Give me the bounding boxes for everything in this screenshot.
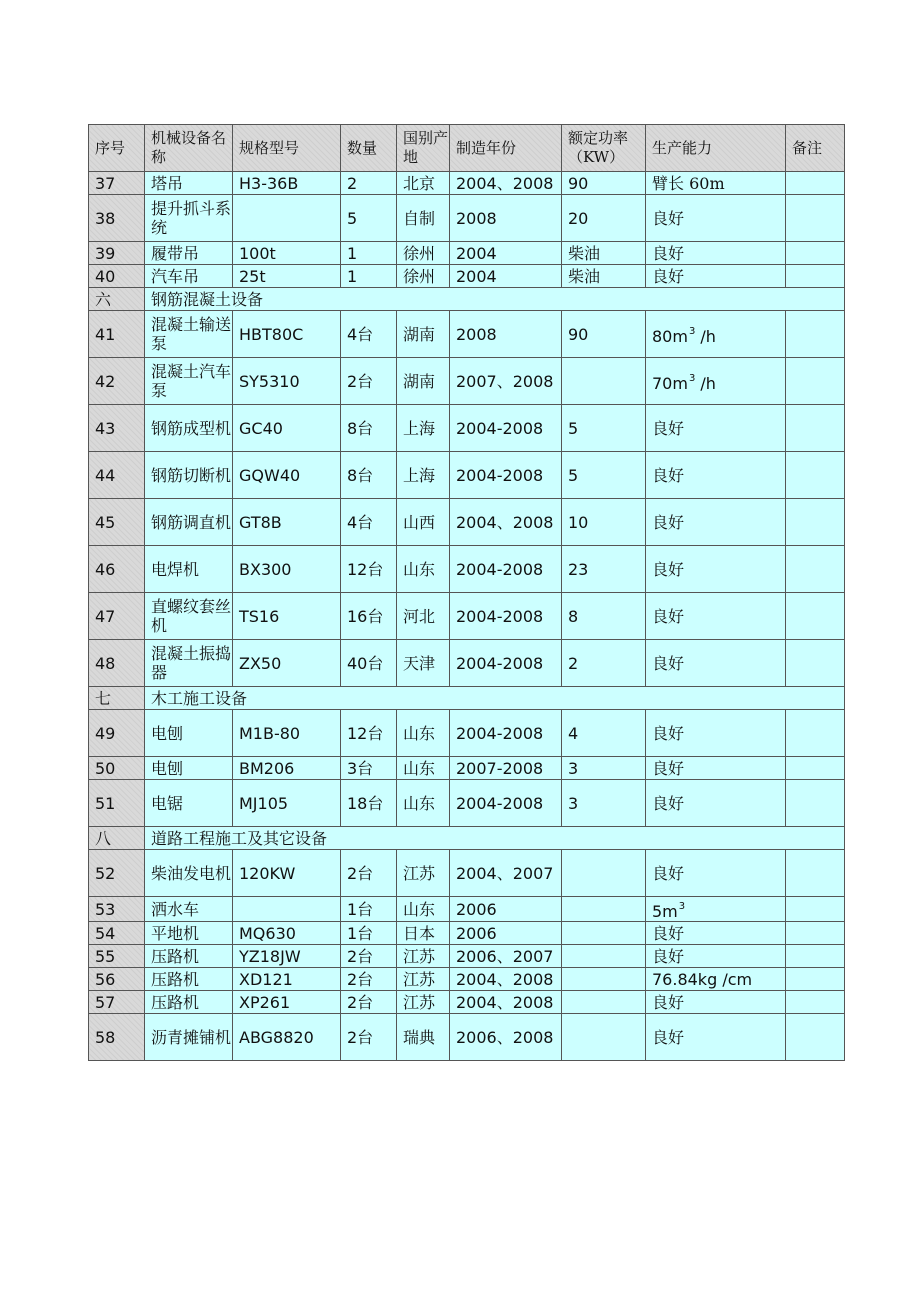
model-number: BM206 <box>233 757 341 780</box>
table-row <box>89 499 845 546</box>
manufacture-year: 2004-2008 <box>450 780 562 827</box>
capacity: 良好 <box>646 452 786 499</box>
origin: 瑞典 <box>397 1014 450 1061</box>
origin: 江苏 <box>397 945 450 968</box>
model-number: MQ630 <box>233 922 341 945</box>
table-row <box>89 1014 845 1061</box>
row-number: 44 <box>89 452 145 499</box>
remark <box>786 242 845 265</box>
quantity: 8台 <box>341 452 397 499</box>
remark <box>786 897 845 922</box>
manufacture-year: 2004-2008 <box>450 452 562 499</box>
remark <box>786 311 845 358</box>
equipment-name: 提升抓斗系统 <box>145 195 233 242</box>
remark <box>786 265 845 288</box>
origin: 徐州 <box>397 265 450 288</box>
origin: 山西 <box>397 499 450 546</box>
table-row <box>89 358 845 405</box>
equipment-name: 电刨 <box>145 757 233 780</box>
equipment-name: 电焊机 <box>145 546 233 593</box>
equipment-name: 钢筋切断机 <box>145 452 233 499</box>
model-number: ZX50 <box>233 640 341 687</box>
equipment-name: 压路机 <box>145 945 233 968</box>
capacity: 良好 <box>646 499 786 546</box>
remark <box>786 640 845 687</box>
section-row <box>89 827 845 850</box>
rated-power: 4 <box>562 710 646 757</box>
rated-power: 90 <box>562 172 646 195</box>
capacity: 良好 <box>646 265 786 288</box>
origin: 山东 <box>397 710 450 757</box>
header-row <box>89 125 845 172</box>
manufacture-year: 2008 <box>450 311 562 358</box>
capacity: 良好 <box>646 945 786 968</box>
origin: 徐州 <box>397 242 450 265</box>
quantity: 18台 <box>341 780 397 827</box>
capacity: 良好 <box>646 593 786 640</box>
capacity: 良好 <box>646 195 786 242</box>
capacity: 良好 <box>646 850 786 897</box>
table-row <box>89 265 845 288</box>
origin: 湖南 <box>397 311 450 358</box>
capacity: 良好 <box>646 757 786 780</box>
manufacture-year: 2006 <box>450 922 562 945</box>
manufacture-year: 2008 <box>450 195 562 242</box>
origin: 上海 <box>397 452 450 499</box>
model-number: XP261 <box>233 991 341 1014</box>
header-cell: 额定功率（KW） <box>562 125 646 172</box>
row-number: 49 <box>89 710 145 757</box>
capacity: 76.84kg /cm <box>646 968 786 991</box>
remark <box>786 195 845 242</box>
remark <box>786 546 845 593</box>
model-number: GT8B <box>233 499 341 546</box>
capacity: 良好 <box>646 242 786 265</box>
rated-power: 3 <box>562 780 646 827</box>
equipment-name: 履带吊 <box>145 242 233 265</box>
section-number: 六 <box>89 288 145 311</box>
equipment-name: 洒水车 <box>145 897 233 922</box>
equipment-name: 压路机 <box>145 991 233 1014</box>
capacity: 良好 <box>646 780 786 827</box>
table-row <box>89 922 845 945</box>
origin: 湖南 <box>397 358 450 405</box>
manufacture-year: 2004 <box>450 265 562 288</box>
model-number: GQW40 <box>233 452 341 499</box>
equipment-name: 柴油发电机 <box>145 850 233 897</box>
table-row <box>89 172 845 195</box>
capacity <box>646 897 786 922</box>
equipment-table <box>88 124 844 1061</box>
manufacture-year: 2004、2008 <box>450 991 562 1014</box>
quantity: 5 <box>341 195 397 242</box>
manufacture-year: 2006、2007 <box>450 945 562 968</box>
manufacture-year: 2004-2008 <box>450 710 562 757</box>
header-cell: 机械设备名称 <box>145 125 233 172</box>
model-number: 25t <box>233 265 341 288</box>
capacity-unit: /h <box>695 327 716 346</box>
manufacture-year: 2004 <box>450 242 562 265</box>
quantity: 1 <box>341 242 397 265</box>
rated-power: 20 <box>562 195 646 242</box>
capacity-exponent: 3 <box>688 326 696 337</box>
capacity <box>646 358 786 405</box>
model-number: ABG8820 <box>233 1014 341 1061</box>
origin: 上海 <box>397 405 450 452</box>
manufacture-year: 2004-2008 <box>450 593 562 640</box>
rated-power: 柴油 <box>562 265 646 288</box>
quantity: 1台 <box>341 897 397 922</box>
rated-power <box>562 945 646 968</box>
row-number: 37 <box>89 172 145 195</box>
row-number: 53 <box>89 897 145 922</box>
rated-power <box>562 1014 646 1061</box>
row-number: 52 <box>89 850 145 897</box>
section-row <box>89 288 845 311</box>
model-number <box>233 195 341 242</box>
model-number: MJ105 <box>233 780 341 827</box>
origin: 江苏 <box>397 850 450 897</box>
remark <box>786 850 845 897</box>
table-row <box>89 405 845 452</box>
rated-power <box>562 968 646 991</box>
table-row <box>89 242 845 265</box>
equipment-name: 钢筋成型机 <box>145 405 233 452</box>
model-number: XD121 <box>233 968 341 991</box>
row-number: 38 <box>89 195 145 242</box>
equipment-name: 塔吊 <box>145 172 233 195</box>
origin: 山东 <box>397 780 450 827</box>
table-row <box>89 757 845 780</box>
row-number: 43 <box>89 405 145 452</box>
manufacture-year: 2006 <box>450 897 562 922</box>
section-title: 钢筋混凝土设备 <box>145 288 845 311</box>
row-number: 56 <box>89 968 145 991</box>
manufacture-year: 2004、2008 <box>450 499 562 546</box>
section-number: 八 <box>89 827 145 850</box>
capacity-text: 5m <box>652 902 678 921</box>
quantity: 3台 <box>341 757 397 780</box>
origin: 日本 <box>397 922 450 945</box>
model-number <box>233 897 341 922</box>
table-row <box>89 968 845 991</box>
quantity: 1 <box>341 265 397 288</box>
equipment-name: 压路机 <box>145 968 233 991</box>
table-row <box>89 195 845 242</box>
origin: 河北 <box>397 593 450 640</box>
quantity: 2台 <box>341 991 397 1014</box>
remark <box>786 780 845 827</box>
model-number: 100t <box>233 242 341 265</box>
capacity: 良好 <box>646 405 786 452</box>
origin: 山东 <box>397 897 450 922</box>
row-number: 58 <box>89 1014 145 1061</box>
rated-power: 2 <box>562 640 646 687</box>
remark <box>786 405 845 452</box>
table-row <box>89 945 845 968</box>
row-number: 55 <box>89 945 145 968</box>
table-row <box>89 991 845 1014</box>
table-row <box>89 897 845 922</box>
row-number: 57 <box>89 991 145 1014</box>
row-number: 48 <box>89 640 145 687</box>
quantity: 12台 <box>341 546 397 593</box>
capacity-text: 80m <box>652 327 688 346</box>
row-number: 45 <box>89 499 145 546</box>
model-number: HBT80C <box>233 311 341 358</box>
origin: 山东 <box>397 546 450 593</box>
origin: 自制 <box>397 195 450 242</box>
remark <box>786 945 845 968</box>
header-cell: 备注 <box>786 125 845 172</box>
row-number: 39 <box>89 242 145 265</box>
remark <box>786 922 845 945</box>
origin: 天津 <box>397 640 450 687</box>
header-cell: 序号 <box>89 125 145 172</box>
model-number: TS16 <box>233 593 341 640</box>
table-row <box>89 452 845 499</box>
manufacture-year: 2004-2008 <box>450 640 562 687</box>
quantity: 2台 <box>341 1014 397 1061</box>
quantity: 2台 <box>341 358 397 405</box>
manufacture-year: 2004、2007 <box>450 850 562 897</box>
model-number: SY5310 <box>233 358 341 405</box>
rated-power: 3 <box>562 757 646 780</box>
origin: 北京 <box>397 172 450 195</box>
quantity: 1台 <box>341 922 397 945</box>
model-number: BX300 <box>233 546 341 593</box>
equipment-name: 直螺纹套丝机 <box>145 593 233 640</box>
quantity: 2台 <box>341 850 397 897</box>
capacity-exponent: 3 <box>678 901 686 912</box>
manufacture-year: 2007-2008 <box>450 757 562 780</box>
origin: 山东 <box>397 757 450 780</box>
capacity: 良好 <box>646 1014 786 1061</box>
manufacture-year: 2004、2008 <box>450 172 562 195</box>
section-title: 道路工程施工及其它设备 <box>145 827 845 850</box>
section-number: 七 <box>89 687 145 710</box>
remark <box>786 1014 845 1061</box>
remark <box>786 710 845 757</box>
capacity: 良好 <box>646 922 786 945</box>
row-number: 40 <box>89 265 145 288</box>
manufacture-year: 2006、2008 <box>450 1014 562 1061</box>
rated-power <box>562 850 646 897</box>
origin: 江苏 <box>397 991 450 1014</box>
rated-power: 柴油 <box>562 242 646 265</box>
manufacture-year: 2004-2008 <box>450 405 562 452</box>
rated-power <box>562 358 646 405</box>
table-row <box>89 593 845 640</box>
remark <box>786 499 845 546</box>
row-number: 42 <box>89 358 145 405</box>
row-number: 51 <box>89 780 145 827</box>
table-row <box>89 546 845 593</box>
equipment-name: 电刨 <box>145 710 233 757</box>
row-number: 46 <box>89 546 145 593</box>
capacity-text: 70m <box>652 374 688 393</box>
manufacture-year: 2004-2008 <box>450 546 562 593</box>
equipment-name: 混凝土振捣器 <box>145 640 233 687</box>
remark <box>786 358 845 405</box>
model-number: YZ18JW <box>233 945 341 968</box>
remark <box>786 991 845 1014</box>
header-cell: 生产能力 <box>646 125 786 172</box>
equipment-name: 汽车吊 <box>145 265 233 288</box>
header-cell: 制造年份 <box>450 125 562 172</box>
equipment-name: 平地机 <box>145 922 233 945</box>
rated-power: 10 <box>562 499 646 546</box>
table-row <box>89 850 845 897</box>
capacity: 良好 <box>646 640 786 687</box>
capacity: 良好 <box>646 546 786 593</box>
model-number: M1B-80 <box>233 710 341 757</box>
equipment-name: 混凝土汽车泵 <box>145 358 233 405</box>
model-number: GC40 <box>233 405 341 452</box>
table-row <box>89 640 845 687</box>
equipment-grid <box>88 124 845 1061</box>
table-row <box>89 780 845 827</box>
remark <box>786 968 845 991</box>
header-cell: 数量 <box>341 125 397 172</box>
quantity: 2台 <box>341 968 397 991</box>
equipment-name: 钢筋调直机 <box>145 499 233 546</box>
equipment-name: 电锯 <box>145 780 233 827</box>
rated-power: 5 <box>562 452 646 499</box>
remark <box>786 452 845 499</box>
origin: 江苏 <box>397 968 450 991</box>
quantity: 4台 <box>341 311 397 358</box>
row-number: 47 <box>89 593 145 640</box>
capacity: 臂长 60m <box>646 172 786 195</box>
header-cell: 规格型号 <box>233 125 341 172</box>
table-row <box>89 311 845 358</box>
quantity: 12台 <box>341 710 397 757</box>
rated-power: 8 <box>562 593 646 640</box>
manufacture-year: 2004、2008 <box>450 968 562 991</box>
quantity: 2台 <box>341 945 397 968</box>
model-number: 120KW <box>233 850 341 897</box>
capacity <box>646 311 786 358</box>
rated-power <box>562 922 646 945</box>
row-number: 54 <box>89 922 145 945</box>
model-number: H3-36B <box>233 172 341 195</box>
rated-power <box>562 991 646 1014</box>
rated-power <box>562 897 646 922</box>
section-row <box>89 687 845 710</box>
manufacture-year: 2007、2008 <box>450 358 562 405</box>
section-title: 木工施工设备 <box>145 687 845 710</box>
remark <box>786 593 845 640</box>
rated-power: 5 <box>562 405 646 452</box>
rated-power: 90 <box>562 311 646 358</box>
row-number: 50 <box>89 757 145 780</box>
capacity: 良好 <box>646 710 786 757</box>
quantity: 2 <box>341 172 397 195</box>
quantity: 4台 <box>341 499 397 546</box>
equipment-name: 混凝土输送泵 <box>145 311 233 358</box>
quantity: 40台 <box>341 640 397 687</box>
rated-power: 23 <box>562 546 646 593</box>
header-cell: 国别产地 <box>397 125 450 172</box>
remark <box>786 757 845 780</box>
capacity-exponent: 3 <box>688 373 696 384</box>
capacity: 良好 <box>646 991 786 1014</box>
quantity: 8台 <box>341 405 397 452</box>
remark <box>786 172 845 195</box>
quantity: 16台 <box>341 593 397 640</box>
table-row <box>89 710 845 757</box>
capacity-unit: /h <box>695 374 716 393</box>
row-number: 41 <box>89 311 145 358</box>
equipment-name: 沥青摊铺机 <box>145 1014 233 1061</box>
